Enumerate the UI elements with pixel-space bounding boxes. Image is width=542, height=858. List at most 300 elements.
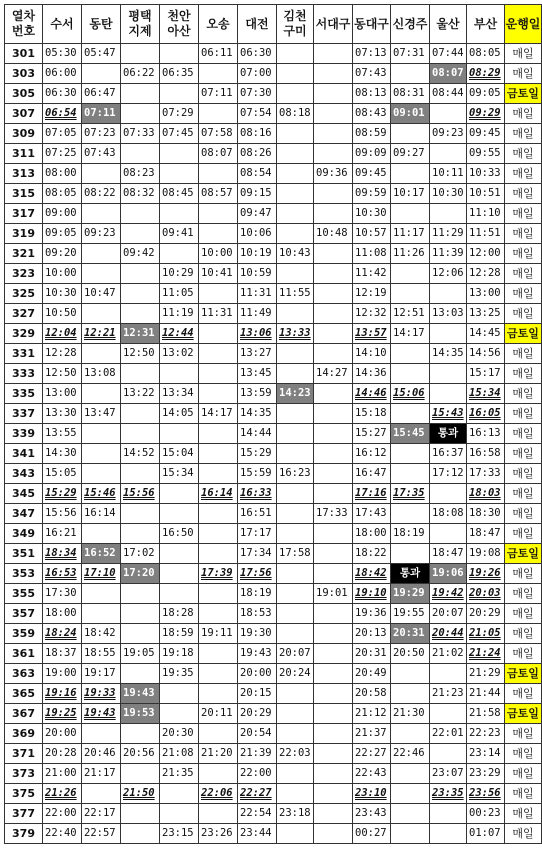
time-cell <box>82 64 121 84</box>
header-train-no: 열차 번호 <box>5 5 43 44</box>
time-cell: 08:31 <box>391 84 430 104</box>
time-cell: 10:51 <box>467 184 505 204</box>
time-cell: 15:17 <box>467 364 505 384</box>
time-cell <box>121 264 160 284</box>
time-cell: 21:08 <box>160 744 199 764</box>
time-cell <box>199 684 238 704</box>
time-cell: 20:54 <box>238 724 277 744</box>
train-number: 345 <box>5 484 43 504</box>
time-cell: 20:00 <box>238 664 277 684</box>
time-cell: 10:06 <box>238 224 277 244</box>
time-cell: 18:42 <box>82 624 121 644</box>
time-cell: 20:11 <box>199 704 238 724</box>
time-cell: 19:43 <box>82 704 121 724</box>
train-number: 343 <box>5 464 43 484</box>
table-row <box>5 524 542 544</box>
time-cell: 23:43 <box>353 804 391 824</box>
time-cell: 16:37 <box>430 444 467 464</box>
time-cell <box>314 604 353 624</box>
time-cell: 23:14 <box>467 744 505 764</box>
time-cell: 15:45 <box>391 424 430 444</box>
time-cell: 20:44 <box>430 624 467 644</box>
time-cell: 22:43 <box>353 764 391 784</box>
time-cell: 22:01 <box>430 724 467 744</box>
table-row <box>5 224 542 244</box>
operation-day: 매일 <box>505 604 542 624</box>
time-cell: 11:17 <box>391 224 430 244</box>
time-cell: 통과 <box>391 564 430 584</box>
time-cell: 11:29 <box>430 224 467 244</box>
time-cell <box>391 444 430 464</box>
time-cell: 10:00 <box>199 244 238 264</box>
time-cell <box>277 44 314 64</box>
time-cell <box>277 204 314 224</box>
time-cell: 20:46 <box>82 744 121 764</box>
time-cell <box>314 324 353 344</box>
time-cell: 20:29 <box>238 704 277 724</box>
time-cell <box>314 124 353 144</box>
time-cell <box>199 424 238 444</box>
time-cell: 11:51 <box>467 224 505 244</box>
time-cell <box>82 784 121 804</box>
time-cell: 21:37 <box>353 724 391 744</box>
time-cell <box>277 504 314 524</box>
header-station-gimcheon-gumi: 김천 구미 <box>277 5 314 44</box>
time-cell <box>314 304 353 324</box>
header-station-suseo: 수서 <box>43 5 82 44</box>
time-cell: 07:31 <box>391 44 430 64</box>
time-cell: 19:08 <box>467 544 505 564</box>
time-cell <box>199 104 238 124</box>
time-cell: 22:03 <box>277 744 314 764</box>
time-cell <box>82 424 121 444</box>
time-cell: 17:02 <box>121 544 160 564</box>
time-cell: 10:50 <box>43 304 82 324</box>
time-cell: 12:50 <box>121 344 160 364</box>
time-cell: 14:45 <box>467 324 505 344</box>
header-station-seodaegu: 서대구 <box>314 5 353 44</box>
time-cell <box>160 424 199 444</box>
time-cell: 21:23 <box>430 684 467 704</box>
time-cell <box>314 524 353 544</box>
time-cell <box>277 84 314 104</box>
time-cell <box>82 444 121 464</box>
time-cell: 23:35 <box>430 784 467 804</box>
time-cell: 20:30 <box>160 724 199 744</box>
time-cell <box>314 624 353 644</box>
time-cell: 13:00 <box>467 284 505 304</box>
time-cell: 14:17 <box>391 324 430 344</box>
table-row <box>5 244 542 264</box>
time-cell <box>199 364 238 384</box>
time-cell: 09:23 <box>82 224 121 244</box>
time-cell <box>199 604 238 624</box>
table-row <box>5 144 542 164</box>
time-cell <box>199 644 238 664</box>
time-cell: 15:04 <box>160 444 199 464</box>
time-cell <box>277 404 314 424</box>
time-cell <box>277 584 314 604</box>
header-station-osong: 오송 <box>199 5 238 44</box>
time-cell: 22:00 <box>238 764 277 784</box>
time-cell <box>199 64 238 84</box>
time-cell <box>121 724 160 744</box>
table-row <box>5 624 542 644</box>
time-cell <box>430 284 467 304</box>
time-cell <box>160 484 199 504</box>
time-cell: 17:30 <box>43 584 82 604</box>
operation-day: 매일 <box>505 724 542 744</box>
time-cell <box>314 664 353 684</box>
time-cell: 14:23 <box>277 384 314 404</box>
time-cell <box>160 584 199 604</box>
table-row <box>5 304 542 324</box>
time-cell <box>314 704 353 724</box>
train-number: 339 <box>5 424 43 444</box>
train-number: 369 <box>5 724 43 744</box>
time-cell: 08:43 <box>353 104 391 124</box>
operation-day: 매일 <box>505 824 542 844</box>
time-cell: 17:39 <box>199 564 238 584</box>
time-cell: 14:27 <box>314 364 353 384</box>
time-cell: 14:46 <box>353 384 391 404</box>
train-number: 361 <box>5 644 43 664</box>
time-cell: 16:14 <box>199 484 238 504</box>
time-cell: 19:06 <box>430 564 467 584</box>
time-cell: 17:35 <box>391 484 430 504</box>
time-cell: 06:30 <box>43 84 82 104</box>
time-cell: 16:14 <box>82 504 121 524</box>
time-cell: 12:28 <box>467 264 505 284</box>
time-cell <box>121 464 160 484</box>
time-cell: 13:06 <box>238 324 277 344</box>
train-number: 327 <box>5 304 43 324</box>
table-row <box>5 684 542 704</box>
time-cell <box>314 44 353 64</box>
time-cell: 11:39 <box>430 244 467 264</box>
time-cell: 12:06 <box>430 264 467 284</box>
time-cell <box>121 104 160 124</box>
time-cell: 16:58 <box>467 444 505 464</box>
time-cell: 19:11 <box>199 624 238 644</box>
time-cell: 19:26 <box>467 564 505 584</box>
time-cell <box>314 104 353 124</box>
train-number: 337 <box>5 404 43 424</box>
time-cell: 18:19 <box>391 524 430 544</box>
time-cell: 15:56 <box>121 484 160 504</box>
header-station-cheonan-asan: 천안 아산 <box>160 5 199 44</box>
train-number: 301 <box>5 44 43 64</box>
time-cell: 10:30 <box>430 184 467 204</box>
time-cell <box>82 464 121 484</box>
time-cell: 15:05 <box>43 464 82 484</box>
time-cell: 22:00 <box>43 804 82 824</box>
time-cell: 07:58 <box>199 124 238 144</box>
train-number: 359 <box>5 624 43 644</box>
time-cell <box>277 604 314 624</box>
time-cell: 08:29 <box>467 64 505 84</box>
time-cell <box>314 744 353 764</box>
time-cell <box>199 764 238 784</box>
time-cell: 16:21 <box>43 524 82 544</box>
time-cell <box>391 784 430 804</box>
time-cell: 통과 <box>430 424 467 444</box>
time-cell: 20:03 <box>467 584 505 604</box>
time-cell <box>430 524 467 544</box>
operation-day: 매일 <box>505 564 542 584</box>
train-number: 329 <box>5 324 43 344</box>
train-number: 373 <box>5 764 43 784</box>
time-cell: 09:59 <box>353 184 391 204</box>
time-cell: 17:33 <box>314 504 353 524</box>
time-cell: 18:03 <box>467 484 505 504</box>
train-number: 351 <box>5 544 43 564</box>
time-cell: 18:19 <box>238 584 277 604</box>
train-number: 303 <box>5 64 43 84</box>
time-cell <box>314 564 353 584</box>
time-cell: 09:36 <box>314 164 353 184</box>
operation-day: 매일 <box>505 384 542 404</box>
time-cell <box>160 784 199 804</box>
time-cell: 19:36 <box>353 604 391 624</box>
time-cell: 16:23 <box>277 464 314 484</box>
time-cell: 09:23 <box>430 124 467 144</box>
time-cell: 08:00 <box>43 164 82 184</box>
time-cell: 22:40 <box>43 824 82 844</box>
time-cell: 05:30 <box>43 44 82 64</box>
time-cell: 21:05 <box>467 624 505 644</box>
time-cell <box>391 724 430 744</box>
time-cell: 13:03 <box>430 304 467 324</box>
time-cell <box>314 784 353 804</box>
table-row <box>5 664 542 684</box>
time-cell <box>277 364 314 384</box>
time-cell: 14:10 <box>353 344 391 364</box>
time-cell: 13:30 <box>43 404 82 424</box>
time-cell: 18:00 <box>43 604 82 624</box>
time-cell: 10:41 <box>199 264 238 284</box>
table-row <box>5 384 542 404</box>
time-cell: 18:24 <box>43 624 82 644</box>
time-cell <box>121 224 160 244</box>
table-row <box>5 124 542 144</box>
time-cell <box>314 204 353 224</box>
header-station-busan: 부산 <box>467 5 505 44</box>
time-cell: 08:05 <box>43 184 82 204</box>
train-number: 357 <box>5 604 43 624</box>
time-cell: 18:30 <box>467 504 505 524</box>
time-cell: 13:33 <box>277 324 314 344</box>
time-cell <box>391 804 430 824</box>
table-row <box>5 404 542 424</box>
operation-day: 매일 <box>505 804 542 824</box>
time-cell: 11:08 <box>353 244 391 264</box>
time-cell: 12:21 <box>82 324 121 344</box>
time-cell: 15:34 <box>160 464 199 484</box>
time-cell <box>314 464 353 484</box>
time-cell: 19:53 <box>121 704 160 724</box>
time-cell <box>430 704 467 724</box>
table-row <box>5 824 542 844</box>
time-cell: 22:06 <box>199 784 238 804</box>
time-cell: 17:16 <box>353 484 391 504</box>
time-cell <box>314 244 353 264</box>
time-cell: 18:37 <box>43 644 82 664</box>
time-cell <box>199 584 238 604</box>
train-number: 341 <box>5 444 43 464</box>
time-cell: 10:11 <box>430 164 467 184</box>
time-cell: 16:33 <box>238 484 277 504</box>
time-cell: 09:45 <box>353 164 391 184</box>
time-cell: 09:47 <box>238 204 277 224</box>
time-cell <box>314 404 353 424</box>
time-cell: 15:29 <box>43 484 82 504</box>
train-number: 325 <box>5 284 43 304</box>
operation-day: 매일 <box>505 104 542 124</box>
table-row <box>5 484 542 504</box>
time-cell <box>314 484 353 504</box>
time-cell: 18:00 <box>353 524 391 544</box>
time-cell: 01:07 <box>467 824 505 844</box>
time-cell: 13:59 <box>238 384 277 404</box>
time-cell <box>391 464 430 484</box>
time-cell: 22:46 <box>391 744 430 764</box>
time-cell <box>82 244 121 264</box>
time-cell <box>277 784 314 804</box>
operation-day: 매일 <box>505 744 542 764</box>
time-cell: 18:47 <box>467 524 505 544</box>
time-cell: 23:44 <box>238 824 277 844</box>
table-row <box>5 44 542 64</box>
time-cell: 22:27 <box>353 744 391 764</box>
time-cell <box>199 344 238 364</box>
time-cell: 15:56 <box>43 504 82 524</box>
time-cell: 08:23 <box>121 164 160 184</box>
operation-day: 매일 <box>505 264 542 284</box>
time-cell <box>199 324 238 344</box>
time-cell: 20:50 <box>391 644 430 664</box>
time-cell <box>199 544 238 564</box>
time-cell: 07:11 <box>199 84 238 104</box>
time-cell <box>121 764 160 784</box>
time-cell: 09:27 <box>391 144 430 164</box>
time-cell: 18:22 <box>353 544 391 564</box>
time-cell: 19:43 <box>121 684 160 704</box>
time-cell <box>277 264 314 284</box>
time-cell: 07:43 <box>353 64 391 84</box>
train-number: 363 <box>5 664 43 684</box>
time-cell: 20:58 <box>353 684 391 704</box>
time-cell <box>160 144 199 164</box>
time-cell <box>277 184 314 204</box>
time-cell: 19:55 <box>391 604 430 624</box>
time-cell: 13:08 <box>82 364 121 384</box>
time-cell <box>314 264 353 284</box>
time-cell: 09:42 <box>121 244 160 264</box>
table-row <box>5 104 542 124</box>
time-cell: 10:43 <box>277 244 314 264</box>
time-cell <box>160 704 199 724</box>
time-cell: 15:43 <box>430 404 467 424</box>
time-cell: 06:54 <box>43 104 82 124</box>
time-cell: 09:00 <box>43 204 82 224</box>
time-cell: 09:20 <box>43 244 82 264</box>
time-cell: 14:56 <box>467 344 505 364</box>
train-number: 317 <box>5 204 43 224</box>
time-cell: 15:29 <box>238 444 277 464</box>
time-cell: 19:17 <box>82 664 121 684</box>
time-cell <box>277 764 314 784</box>
time-cell: 08:32 <box>121 184 160 204</box>
time-cell <box>314 544 353 564</box>
time-cell: 17:43 <box>353 504 391 524</box>
time-cell: 15:34 <box>467 384 505 404</box>
time-cell: 06:00 <box>43 64 82 84</box>
time-cell <box>391 544 430 564</box>
time-cell <box>391 504 430 524</box>
time-cell: 07:29 <box>160 104 199 124</box>
time-cell: 09:29 <box>467 104 505 124</box>
time-cell <box>82 604 121 624</box>
time-cell <box>314 64 353 84</box>
time-cell <box>391 344 430 364</box>
time-cell <box>391 824 430 844</box>
operation-day: 매일 <box>505 284 542 304</box>
time-cell <box>199 664 238 684</box>
operation-day: 매일 <box>505 344 542 364</box>
table-row <box>5 644 542 664</box>
time-cell <box>160 244 199 264</box>
time-cell: 21:26 <box>43 784 82 804</box>
time-cell <box>82 204 121 224</box>
time-cell: 09:05 <box>43 224 82 244</box>
time-cell: 21:29 <box>467 664 505 684</box>
time-cell: 08:26 <box>238 144 277 164</box>
time-cell: 06:30 <box>238 44 277 64</box>
time-cell <box>82 584 121 604</box>
time-cell: 00:23 <box>467 804 505 824</box>
table-row <box>5 204 542 224</box>
time-cell <box>277 144 314 164</box>
time-cell <box>121 44 160 64</box>
time-cell: 16:50 <box>160 524 199 544</box>
time-cell <box>277 444 314 464</box>
time-cell <box>277 344 314 364</box>
time-cell: 22:17 <box>82 804 121 824</box>
train-number: 349 <box>5 524 43 544</box>
time-cell: 16:05 <box>467 404 505 424</box>
time-cell: 13:02 <box>160 344 199 364</box>
time-cell: 07:00 <box>238 64 277 84</box>
operation-day: 매일 <box>505 524 542 544</box>
time-cell <box>391 764 430 784</box>
table-row <box>5 464 542 484</box>
time-cell: 20:15 <box>238 684 277 704</box>
time-cell: 11:05 <box>160 284 199 304</box>
operation-day: 금토일 <box>505 664 542 684</box>
time-cell: 08:16 <box>238 124 277 144</box>
time-cell: 12:00 <box>467 244 505 264</box>
train-number: 371 <box>5 744 43 764</box>
table-row <box>5 544 542 564</box>
time-cell: 16:12 <box>353 444 391 464</box>
time-cell: 23:15 <box>160 824 199 844</box>
time-cell <box>160 204 199 224</box>
time-cell: 07:11 <box>82 104 121 124</box>
time-cell: 19:18 <box>160 644 199 664</box>
time-cell <box>199 444 238 464</box>
time-cell: 11:42 <box>353 264 391 284</box>
